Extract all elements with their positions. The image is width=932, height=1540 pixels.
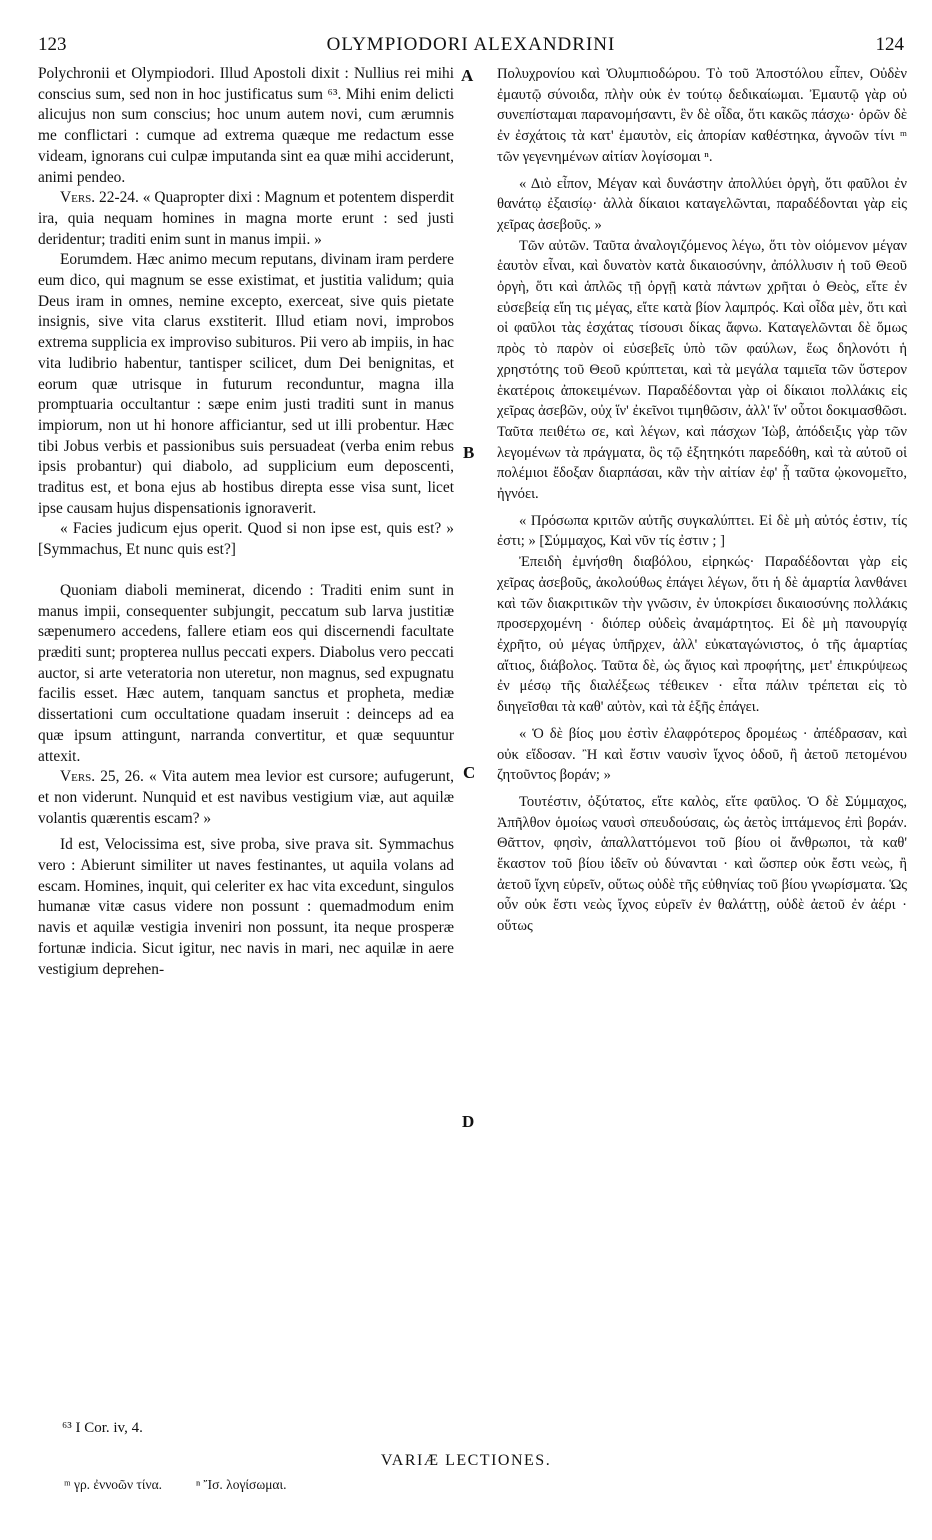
running-head (38, 34, 904, 58)
latin-paragraph-5: Quoniam diaboli meminerat, dicendo : Traditi enim sunt in manus impii, consequenter subjungit, peccatum sub larva justitiæ sæpenumero accedens, fallere etiam eos qui discernendi facultate præditi sunt; propterea nullus peccati expers. Diabolus vero peccati auctor, si arte veteratoria non uteretur, non magnus, sed expugnatu facilis esset. Hæc autem, tanquam sanctus et propheta, mediæ dissertationi cum occultatione quadam inseruit : deinceps ad ea quæ ipsum attingunt, narranda convertitur, et quæ sequuntur attexit. (38, 581, 454, 765)
footnote: ⁶³ I Cor. iv, 4. (62, 1420, 143, 1436)
latin-paragraph-2 (38, 188, 454, 250)
greek-paragraph-2: « Διὸ εἶπον, Μέγαν καὶ δυνάστην ἀπολλύει ὀργὴ, ὅτι φαῦλοι ἐν θανάτῳ ἐξαισίῳ· ἀλλὰ δίκαιοι καταγελῶνται, παραδέδονται γὰρ εἰς χεῖρας ἀσεβοῦς. » (497, 175, 907, 233)
margin-marker-b: B (463, 443, 475, 462)
latin-paragraph-1: Polychronii et Olympiodori. Illud Apostoli dixit : Nullius rei mihi conscius sum, sed non in hoc justificatus sum ⁶³. Mihi enim delicti alicujus non sum conscius; hoc unum autem novi, cum ærumnis me conflictari : cumque ad extrema quæque me redactum esse videam, ignorans cui culpæ imputanda sint ea quæ mihi acciderunt, animi pendeo. (38, 65, 454, 186)
greek-paragraph-7: Τουτέστιν, ὀξύτατος, εἴτε καλὸς, εἴτε φαῦλος. Ὁ δὲ Σύμμαχος, Ἀπῆλθον ὁμοίως ναυσὶ σπευδούσαις, ὡς ἀετὸς ἱπτάμενος ἐπὶ βοράν. Θᾶττον, φησὶν, ἀπαλλαττόμενοι τοῦ βίου οἱ ἄνθρωποι, τὰ καθ' ἕκαστον τοῦ βίου ἰδεῖν οὐ δύνανται · καὶ ὥσπερ οὐκ ἔστι νεὼς, ἢ ἀετοῦ ἴχνη εὑρεῖν, οὕτως οὐδὲ τῆς εὐθηνίας τοῦ βίου γνωρίσματα. Ὡς οὖν οὐκ ἔστι νεὼς ἴχνος εὑρεῖν ἐν θαλάττῃ, οὐδὲ ἀετοῦ ἐν ἀέρι · οὕτως (497, 793, 907, 935)
latin-paragraph-4: « Facies judicum ejus operit. Quod si non ipse est, quis est? » [Symmachus, Et nunc quis est?] (38, 520, 454, 559)
greek-column (497, 64, 907, 937)
verse-text: « Vita autem mea levior est cursore; aufugerunt, et non viderunt. Nunquid et est navibus vestigium viæ, aut aquilæ volantis quærentis escam? » (38, 768, 454, 827)
variae-lectiones-heading: VARIÆ LECTIONES. (380, 1452, 552, 1469)
page-number-left: 123 (38, 34, 67, 55)
variant-m: ᵐ γρ. ἐννοῶν τίνα. (64, 1477, 163, 1492)
page-number-right: 124 (875, 34, 904, 55)
greek-paragraph-1: Πολυχρονίου καὶ Ὀλυμπιοδώρου. Τὸ τοῦ Ἀποστόλου εἶπεν, Οὐδὲν ἐμαυτῷ σύνοιδα, πλὴν οὐκ ἐν τούτῳ δεδικαίωμαι. Ἐμαυτῷ γὰρ οὐ συνεπίσταμαι παρανομήσαντι, ἓν δὲ οἶδα, ὅτι κακῶς πάσχω· ὁρῶν δὲ ἐν ἐσχάτοις τὰ κατ' ἐμαυτὸν, εἰς ἀπορίαν καθέστηκα, ἀγνοῶν τίνι ᵐ τῶν γεγενημένων αἰτίαν λογίσομαι ⁿ. (497, 66, 907, 165)
greek-paragraph-5: Ἐπειδὴ ἐμνήσθη διαβόλου, εἰρηκώς· Παραδέδονται γὰρ εἰς χεῖρας ἀσεβοῦς, ἀκολούθως ἐπάγει λέγων, ὅτι ἡ δὲ ἁμαρτία λανθάνει καὶ τῶν διακριτικῶν τὴν γνῶσιν, ἐν ὑποκρίσει δικαιοσύνης πολλάκις προσερχομένη · διόπερ οὐδεὶς ἀναμάρτητος. Εἰ δὲ μὴ πανουργίᾳ ἐχρῆτο, οὐ μέγας ὑπῆρχεν, ἀλλ' εὐκαταγώνιστος, ὁ τῆς ἁμαρτίας αἴτιος, διάβολος. Ταῦτα δὲ, ὡς ἅγιος καὶ προφήτης, μετ' ἐπικρύψεως ἐν μέσῳ τῆς διαλέξεως τέθεικεν · εἶτα πάλιν τρέπεται εἰς τὸ διηγεῖσθαι τὰ καθ' αὐτὸν, καὶ τὰ ἑξῆς ἐπάγει. (497, 554, 907, 716)
latin-paragraph-6 (38, 767, 454, 829)
verse-text: « Quapropter dixi : Magnum et potentem disperdit ira, quia nequam homines in magna morte erunt : sed justi deridentur; traditi enim sunt in manus impii. » (38, 189, 454, 248)
greek-paragraph-6: « Ὁ δὲ βίος μου ἐστὶν ἐλαφρότερος δρομέως · ἀπέδρασαν, καὶ οὐκ εἴδοσαν. Ἢ καὶ ἔστιν ναυσὶν ἴχνος ὁδοῦ, ἢ ἀετοῦ πετομένου ζητοῦντος βοράν; » (497, 725, 907, 784)
variae-lectiones (64, 1477, 287, 1493)
latin-paragraph-3: Eorumdem. Hæc animo mecum reputans, divinam iram perdere eum dico, qui magnum se esse existimat, et justitia validum; quia Deus iram in omnes, nemine excepto, exerceat, sive quis pietate insignis, sive vita clarus exstiterit. Illud etiam novi, improbos extrema supplicia ex improviso subituros. Pii vero ab impiis, in hac vita ludibrio habentur, tantisper scilicet, dum Dei benignitas, et eorum quæ utrisque in futurum reconduntur, magna illa promptuaria occultantur : sæpe enim justi traditi sunt in manus impiorum, non ut hi honore afficiantur, sed ut illi probentur. Hæc tibi Jobus verbis et passionibus suis persuadeat (verba enim rebus ipsis probantur) qui diabolo, ad supplicium eum deposcenti, traditus est, et bona ejus ab hostibus direpta esse visa sunt, licet ipse causam hujus dispensationis ignoraverit. (38, 251, 454, 517)
margin-marker-d: D (462, 1112, 475, 1131)
margin-marker-a: A (461, 66, 474, 85)
greek-paragraph-4: « Πρόσωπα κριτῶν αὐτῆς συγκαλύπτει. Εἰ δὲ μὴ αὐτός ἐστιν, τίς ἐστι; » [Σύμμαχος, Καὶ νῦν τίς ἐστιν ; ] (497, 512, 907, 550)
latin-column (38, 64, 454, 980)
running-title: OLYMPIODORI ALEXANDRINI (326, 34, 616, 55)
variant-n: ⁿ Ἴσ. λογίσωμαι. (196, 1477, 287, 1492)
greek-paragraph-3: Τῶν αὐτῶν. Ταῦτα ἀναλογιζόμενος λέγω, ὅτι τὸν οἰόμενον μέγαν ἑαυτὸν εἶναι, καὶ δυνατὸν κατὰ δικαιοσύνην, ἀπόλλυσιν ἡ τοῦ Θεοῦ ὀργὴ, ὅτι καὶ ἁπλῶς τῇ ὀργῇ κατὰ πάντων χρῆται ὁ Θεὸς, εἴτε ἐν εὐσεβείᾳ εἴη τις μέγας, εἴτε κατὰ βίον λαμπρός. Καὶ οἶδα μὲν, ὅτι καὶ οἱ φαῦλοι τὰς ἐσχάτας τίσουσι δίκας ἄφνω. Καταγελῶνται δὲ ὅμως πρὸς τὸ παρὸν οἱ εὐσεβεῖς ὑπὸ τῶν φαύλων, ἕως δηλονότι ἡ χρηστότης τοῦ Θεοῦ κρύπτεται, καὶ τὰ μεγάλα ταμιεῖα τῶν ὕστερον ἑκατέροις ἀποκειμένων. Παραδέδονται γὰρ οἱ δίκαιοι πολλάκις εἰς χεῖρας ἀσεβῶν, οὐχ ἵν' ἐκεῖνοι τιμηθῶσιν, ἀλλ' ἵν' οὗτοι δοκιμασθῶσι. Ταῦτα πειθέτω σε, καὶ λέγων, καὶ πάσχων Ἰὼβ, ἀπόδειξις γὰρ τῶν λεγομένων τὰ πράγματα, ὃς τῷ ἐξητηκότι παρεδόθη, καὶ τὰ αὐτοῦ οἱ πολέμιοι ἔδοξαν διαρπάσαι, κἂν τὴν αἰτίαν ἐφ' ᾗ ταῦτα ᾠκονομεῖτο, ἠγνόει. (497, 237, 907, 503)
verse-reference: Vers. 25, 26. (60, 768, 144, 786)
latin-paragraph-7: Id est, Velocissima est, sive proba, sive prava sit. Symmachus vero : Abierunt similiter ut naves festinantes, ut aquila volans ad escam. Homines, inquit, qui celeriter ex hac vita excedunt, singulos humanæ vitæ casus videre non possunt : quemadmodum enim navis et aquilæ vestigia inveniri non possunt, ita neque prosperæ fortunæ indicia. Sicut igitur, nec navis in mari, nec aquilæ in aere vestigium deprehen- (38, 836, 454, 978)
verse-reference: Vers. 22-24. (60, 189, 139, 207)
margin-marker-c: C (463, 763, 476, 782)
